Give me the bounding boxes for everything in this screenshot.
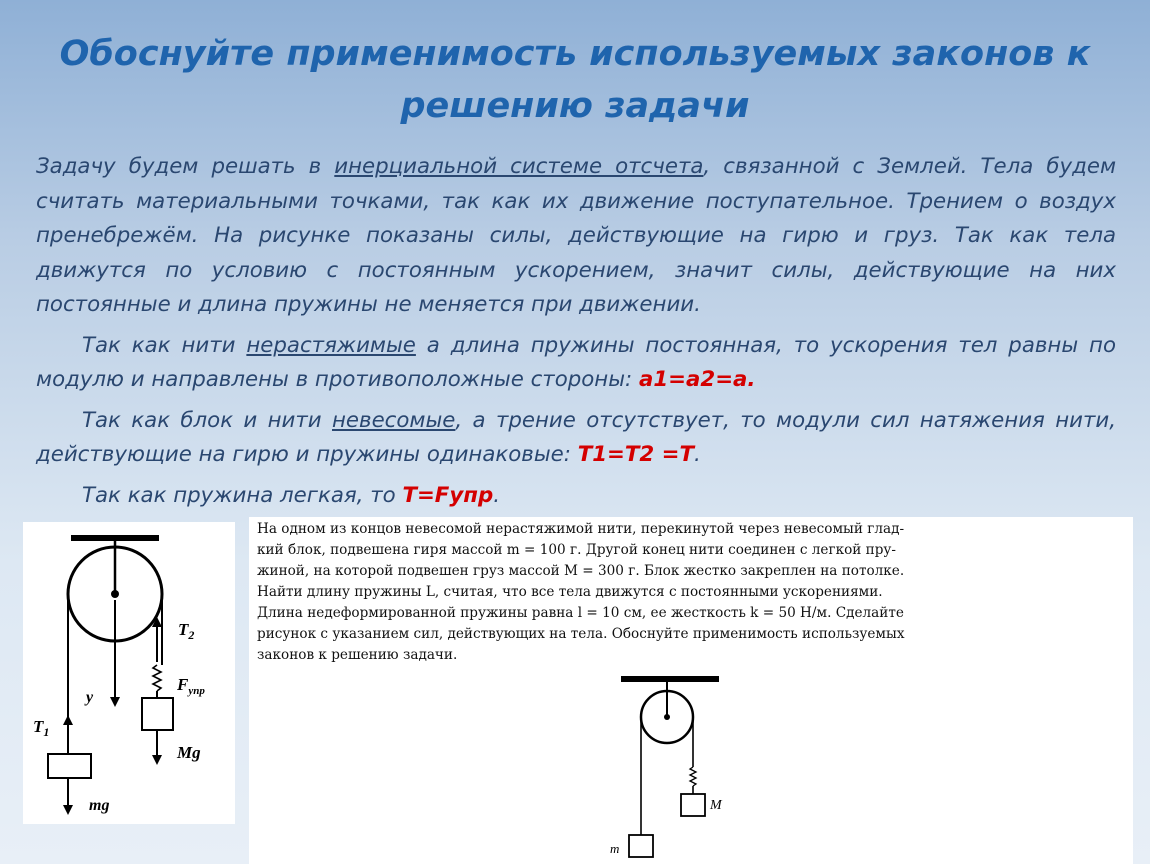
problem-line: кий блок, подвешена гиря массой m = 100 г. Другой конец нити соединен с легкой пру- — [257, 542, 896, 558]
label-t1: $T_1$ — [33, 717, 50, 739]
spring-force-formula: T=Fупр — [402, 482, 494, 508]
inextensible-term: нерастяжимые — [246, 332, 416, 358]
problem-line: жиной, на которой подвешен груз массой M = 300 г. Блок жестко закреплен на потолке. — [257, 563, 905, 579]
slide-title — [20, 28, 1130, 132]
spring — [153, 665, 161, 691]
paragraph-2: Так как нити нерастяжимые а длина пружины постоянная, то ускорения тел равны по модулю и направлены в противоположные стороны: a1=a2=a. — [36, 332, 1116, 392]
problem-line: рисунок с указанием сил, действующих на тела. Обоснуйте применимость используемых — [257, 626, 905, 642]
paragraph-1: Задачу будем решать в инерциальной системе отсчета, связанной с Землей. Тела будем считать материальными точками, так как их движение поступательное. Трением о воздух пренебрежём. На рисунке показаны силы, действующие на гирю и груз. Так как тела движутся по условию с постоянным ускорением, значит силы, действующие на них постоянные и длина пружины не меняется при движении. — [36, 154, 1117, 317]
pulley-axle — [111, 590, 119, 598]
label-m: m — [610, 841, 620, 856]
weight-m-block — [629, 835, 653, 857]
acceleration-formula: a1=a2=a. — [638, 367, 756, 392]
load-M-block — [142, 698, 173, 730]
problem-text — [257, 519, 1127, 666]
paragraph-3: Так как блок и нити невесомые, а трение отсутствует, то модули сил натяжения нити, действующие на гирю и пружины одинаковые: T1=T2 =T. — [36, 407, 1117, 467]
problem-statement-panel — [249, 517, 1133, 864]
explanation-text — [36, 150, 1116, 519]
problem-line: законов к решению задачи. — [257, 647, 458, 663]
spring — [690, 767, 696, 786]
paragraph-4: Так как пружина легкая, то T=Fупр. — [82, 482, 500, 508]
tension-formula: T1=T2 =T — [577, 442, 695, 467]
problem-diagram — [609, 672, 739, 862]
pulley-axle — [664, 714, 670, 720]
inertial-frame-term: инерциальной системе отсчета — [334, 154, 704, 179]
label-Mg: Mg — [177, 743, 201, 762]
label-M: M — [710, 798, 722, 813]
load-M-block — [681, 794, 705, 816]
label-mg: mg — [89, 797, 110, 814]
title-line-2: решению задачи — [400, 86, 750, 126]
label-t2: $T_2$ — [178, 620, 195, 642]
problem-line: Найти длину пружины L, считая, что все тела движутся с постоянными ускорениями. — [257, 584, 883, 600]
problem-line: Длина недеформированной пружины равна l = 10 см, ее жесткость k = 50 Н/м. Сделайте — [257, 605, 904, 621]
label-y: y — [86, 689, 94, 706]
title-line-1: Обоснуйте применимость используемых законов к — [59, 34, 1091, 74]
force-diagram-panel — [23, 522, 235, 824]
ceiling — [71, 535, 159, 541]
weight-m-block — [48, 754, 91, 778]
problem-line: На одном из концов невесомой нерастяжимой нити, перекинутой через невесомый глад- — [257, 521, 905, 537]
label-fupr: $F_{упр}$ — [177, 675, 205, 697]
force-diagram — [23, 522, 235, 824]
ceiling — [621, 676, 719, 682]
weightless-term: невесомые — [332, 407, 456, 433]
